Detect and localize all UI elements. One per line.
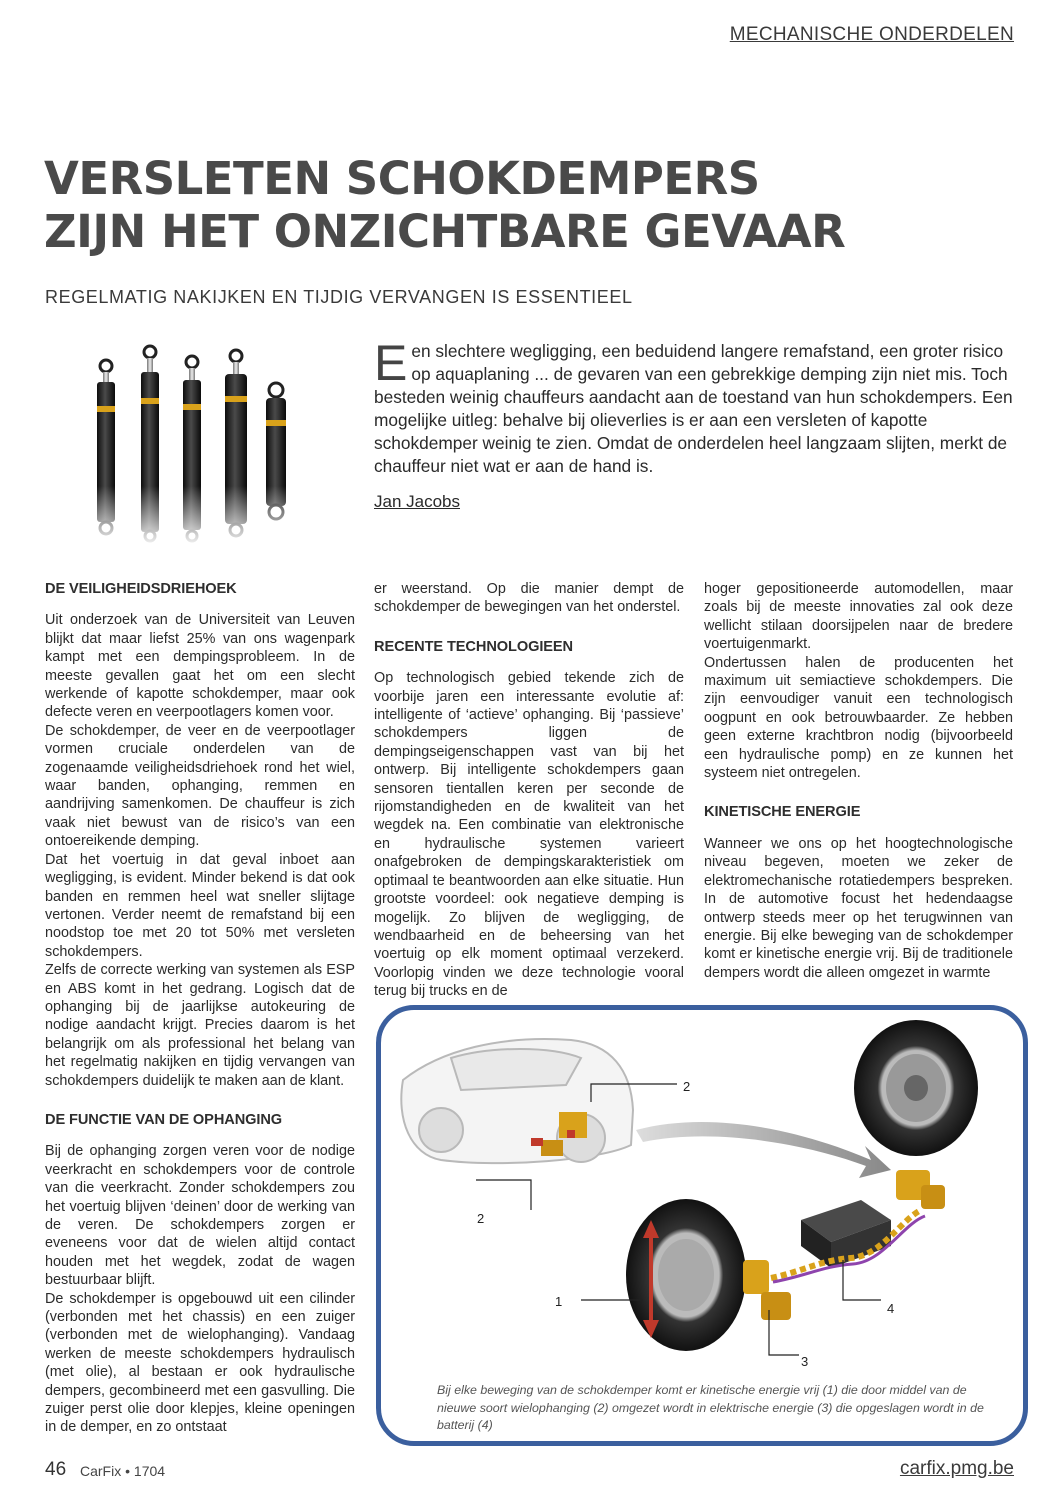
paragraph: De schokdemper is opgebouwd uit een cilinder (verbonden met het chassis) en een zuiger (verbonden met de wielophanging). Vandaag werken de meeste schokdempers hydraulisch (met olie), al bestaan er ook hydraulische dempers, gecombineerd met een gasvulling. Die zuiger perst olie door klepjes, kleine openingen in de demper, en zo ontstaat: [45, 1290, 355, 1436]
intro-paragraph: [374, 335, 1014, 478]
figure-frame: [376, 1005, 1028, 1446]
paragraph: De schokdemper, de veer en de veerpootlager vormen cruciale onderdelen van de zogenaamde veiligheidsdriehoek rond het wiel, waar banden, ophanging, remmen en aandrijving samenkomen. De chauffeur is zich vaak niet bewust van de risico’s van een ontoereikende demping.: [45, 722, 355, 850]
rear-wheel: [854, 1020, 978, 1156]
rotary-damper-rear: [896, 1170, 945, 1209]
publication-name: CarFix • 1704: [80, 1463, 166, 1479]
paragraph: hoger gepositioneerde automodellen, maar zoals bij de meeste innovaties zal ook deze wellicht stilaan doorsijpelen naar de bredere voertuigenmarkt.: [704, 581, 1013, 653]
heading-functie-ophanging: DE FUNCTIE VAN DE OPHANGING: [45, 1111, 283, 1128]
section-tag: MECHANISCHE ONDERDELEN: [729, 24, 1014, 45]
paragraph: er weerstand. Op die manier dempt de schokdemper de bewegingen van het onderstel.: [374, 581, 684, 616]
paragraph: Zelfs de correcte werking van systemen als ESP en ABS komt in het gedrang. Logisch dat de ophanging bij de jaarlijkse autokeuring de nodige aandacht krijgt. Precies daarom is het belangrijk om als professional het belang van het regelmatig nakijken en tijdig vervangen van schokdempers duidelijk te maken aan de klant.: [45, 962, 355, 1089]
heading-recente-technologieen: RECENTE TECHNOLOGIEEN: [374, 638, 573, 655]
shock-absorbers-image: [84, 336, 310, 548]
drop-cap: E: [374, 335, 408, 391]
page-number: 46: [45, 1459, 67, 1480]
column-3: [704, 580, 1013, 982]
label-2-left: 2: [477, 1211, 485, 1226]
paragraph: Ondertussen halen de producenten het maximum uit semiactieve schokdempers. Die zijn eenvoudiger vanuit een technologisch oogpunt en ook betrouwbaarder. Ze hebben geen externe krachtbron nodig (bijvoorbeeld een hydraulische pomp) en ze kunnen het systeem niet ontregelen.: [704, 654, 1013, 782]
column-2: [374, 580, 684, 1001]
column-1: [45, 580, 355, 1437]
rotary-damper-front: [743, 1260, 791, 1320]
label-3: 3: [801, 1354, 809, 1369]
label-2-top: 2: [683, 1079, 691, 1094]
label-1: 1: [555, 1294, 563, 1309]
label-4: 4: [887, 1301, 895, 1316]
battery-unit: [801, 1200, 891, 1268]
intro-text: en slechtere wegligging, een beduidend langere remafstand, een groter risico op aquaplaning ... de gevaren van een gebrekkige demping zijn niet mis. Toch besteden weinig chauffeurs aandacht aan de toestand van hun schokdempers. Een mogelijke uitleg: behalve bij olieverlies is er aan een versleten of kapotte schokdemper weinig te zien. Omdat de onderdelen heel langzaam slijten, merkt de chauffeur niet wat er aan de hand is.: [374, 341, 1013, 476]
article-subtitle: REGELMATIG NAKIJKEN EN TIJDIG VERVANGEN IS ESSENTIEEL: [45, 287, 633, 307]
paragraph: Dat het voertuig in dat geval inboet aan wegligging, is evident. Minder bekend is dat ook banden en remmen heel wat sneller slijtage vertonen. Verder neemt de remafstand bij een noodstop toe met 20 tot 50% met versleten schokdempers.: [45, 851, 355, 960]
paragraph: Bij de ophanging zorgen veren voor de nodige veerkracht en schokdempers voor de controle van die veerkracht. Zonder schokdempers zou het voertuig blijven ‘deinen’ door de werking van de veren. De schokdempers zorgen er eveneens voor dat de wielen altijd contact houden met het wegdek, zodat de wagen bestuurbaar blijft.: [45, 1143, 355, 1289]
front-wheel: [626, 1199, 746, 1351]
website-link[interactable]: carfix.pmg.be: [899, 1458, 1014, 1479]
heading-kinetische-energie: KINETISCHE ENERGIE: [704, 804, 861, 821]
suspension-illustration: [381, 1010, 1023, 1441]
author-byline: Jan Jacobs: [374, 492, 460, 511]
paragraph: Op technologisch gebied tekende zich de voorbije jaren een interessante evolutie af: intelligente of ‘actieve’ ophanging. Bij ‘passieve’ schokdempers liggen de dempingseigenschappen vast van bij het ontwerp. Bij intelligente schokdempers gaan sensoren tientallen keren per seconde de rijomstandigheden en de kwaliteit van het wegdek na. Een combinatie van elektronische en hydraulische systemen varieert onafgebroken de dempingskarakteristiek om optimaal te beantwoorden aan elke situatie. Hun grootste voordeel: ook negatieve demping is mogelijk. Zo blijven de wegligging, de wendbaarheid en de beheersing van het voertuig op elk moment optimaal verzekerd. Voorlopig vinden we deze technologie vooral terug bij trucks en de: [374, 670, 684, 1000]
figure-caption: Bij elke beweging van de schokdemper komt er kinetische energie vrij (1) die door middel van de nieuwe soort wielophanging (2) omgezet wordt in elektrische energie (3) die opgeslagen wordt in de batterij (4): [437, 1383, 984, 1432]
heading-veiligheidsdriehoek: DE VEILIGHEIDSDRIEHOEK: [45, 581, 237, 597]
paragraph: Uit onderzoek van de Universiteit van Leuven blijkt dat maar liefst 25% van ons wagenpark kampt met een dempingsprobleem. In de meeste gevallen gaat het om een slecht werkende of kapotte schokdemper, maar ook defecte veren en veerpootlagers komen voor.: [45, 612, 355, 721]
car-silhouette: [401, 1039, 633, 1163]
title-line-2: ZIJN HET ONZICHTBARE GEVAAR: [44, 205, 846, 258]
connection-arrow: [636, 1122, 891, 1178]
paragraph: Wanneer we ons op het hoogtechnologische niveau begeven, moeten we zeker de elektromechanische rotatiedempers bespreken. In de automotive focust het hedendaagse ontwerp steeds meer op het terugwinnen van energie. Bij elke beweging van de schokdemper komt er kinetische energie vrij. Bij de traditionele dempers wordt die alleen omgezet in warmte: [704, 835, 1013, 981]
title-line-1: VERSLETEN SCHOKDEMPERS: [44, 152, 760, 205]
article-title: [44, 152, 984, 258]
